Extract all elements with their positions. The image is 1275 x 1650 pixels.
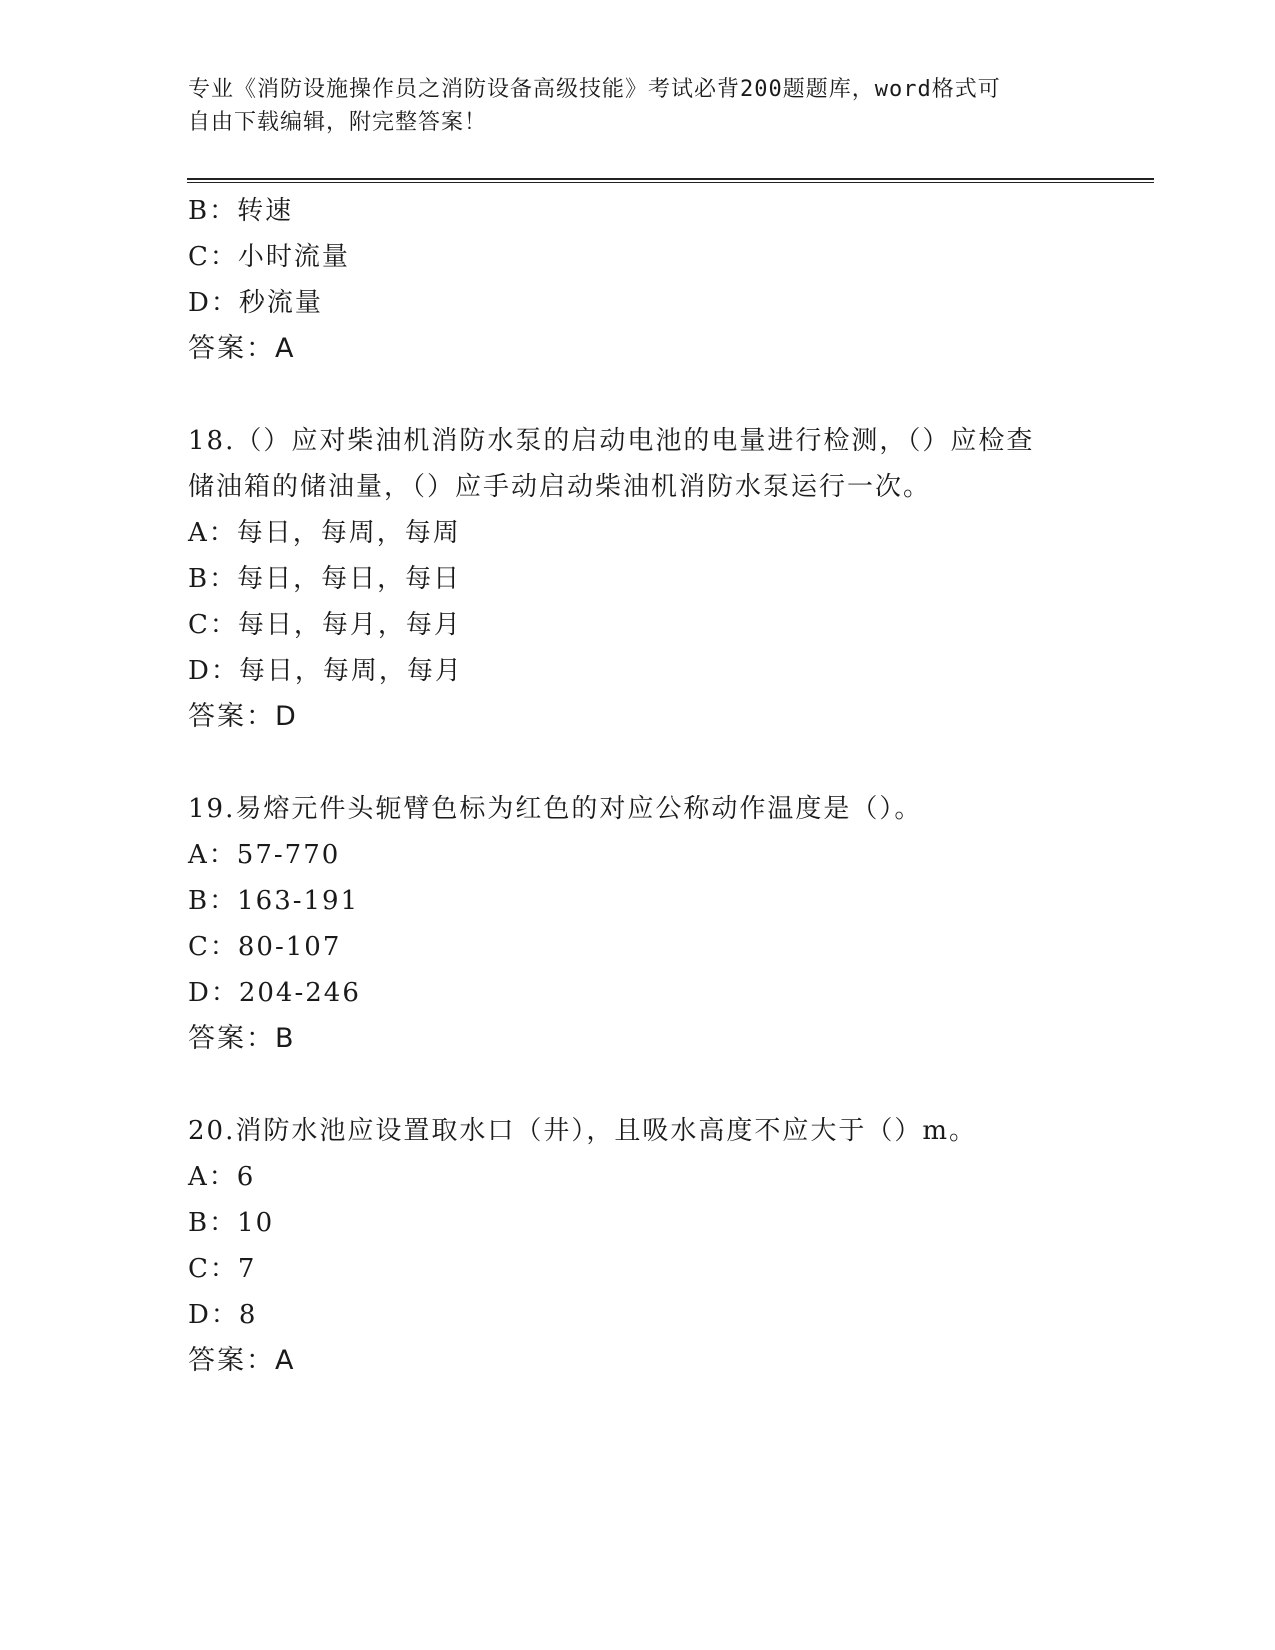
answer: 答案：B: [188, 1023, 296, 1054]
question-list: [188, 188, 1088, 1384]
spacer: [188, 740, 1088, 786]
question-stem-line: 20.消防水池应设置取水口（井），且吸水高度不应大于（）m。: [188, 1116, 978, 1146]
option-c: C：80-107: [188, 932, 342, 962]
option-b: B：163-191: [188, 886, 360, 916]
answer: 答案：A: [188, 333, 296, 364]
option-b: B：10: [188, 1208, 275, 1238]
answer: 答案：A: [188, 1345, 296, 1376]
spacer: [188, 1062, 1088, 1108]
question-18: [188, 418, 1088, 740]
question-20: [188, 1108, 1088, 1384]
option-a: A：57-770: [188, 840, 341, 870]
answer: 答案：D: [188, 701, 298, 732]
option-d: D：秒流量: [188, 288, 323, 318]
option-d: D：204-246: [188, 978, 361, 1008]
option-b: B：转速: [188, 196, 294, 226]
option-a: A：每日，每周，每周: [188, 518, 461, 548]
option-c: C：7: [188, 1254, 257, 1284]
document-header: [188, 73, 1068, 139]
option-d: D：每日，每周，每月: [188, 656, 463, 686]
option-a: A：6: [188, 1162, 256, 1192]
question-stem-line: 18.（）应对柴油机消防水泵的启动电池的电量进行检测，（）应检查: [188, 426, 1035, 456]
spacer: [188, 372, 1088, 418]
question-stem-line: 19.易熔元件头轭臂色标为红色的对应公称动作温度是（）。: [188, 794, 923, 824]
question-stem-line: 储油箱的储油量，（）应手动启动柴油机消防水泵运行一次。: [188, 472, 932, 502]
header-divider: [187, 178, 1154, 183]
option-c: C：每日，每月，每月: [188, 610, 462, 640]
question-17-continued: [188, 188, 1088, 372]
header-line-1: 专业《消防设施操作员之消防设备高级技能》考试必背200题题库，word格式可: [188, 77, 1001, 102]
header-line-2: 自由下载编辑，附完整答案！: [188, 110, 488, 135]
question-19: [188, 786, 1088, 1062]
option-c: C：小时流量: [188, 242, 350, 272]
option-d: D：8: [188, 1300, 258, 1330]
option-b: B：每日，每日，每日: [188, 564, 462, 594]
